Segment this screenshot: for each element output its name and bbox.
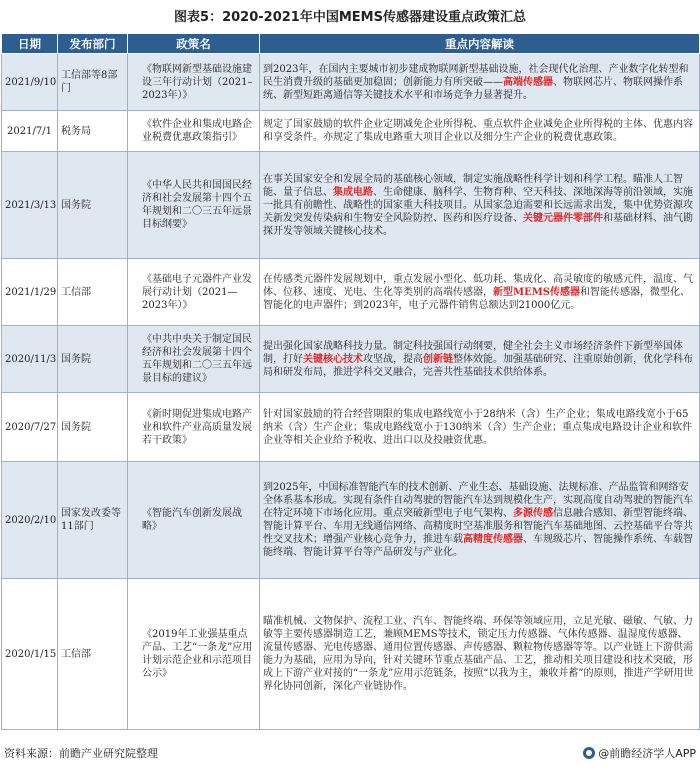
- content-text: 信息融合感知、新型智能终端、智能计算平台、车用无线通信网络、高精度时空基准服务和智能汽车基础地图、云控基础平台等共性交叉技术；增强产业核心竞争力，推进车载: [263, 508, 693, 545]
- table-row: [2, 579, 700, 730]
- row-content: [260, 579, 700, 730]
- header-dept: 发布部门: [58, 34, 128, 54]
- row-dept: 国务院: [58, 326, 128, 393]
- row-dept: 国务院: [58, 152, 128, 259]
- row-policy-name: 《物联网新型基础设施建设三年行动计划（2021–2023年）》: [128, 54, 260, 111]
- row-date: 2021/7/1: [2, 111, 58, 152]
- highlight-text: 集成电路: [333, 186, 373, 198]
- row-content: [260, 326, 700, 393]
- row-policy-name: 《基础电子元器件产业发展行动计划（2021—2023年）》: [128, 259, 260, 326]
- row-content: [260, 111, 700, 152]
- content-text: 到2025年，中国标准智能汽车的技术创新、产业生态、基础设施、法规标准、产品监管和网络安全体系基本形成。实现有条件自动驾驶的智能汽车达到规模化生产，实现高度自动驾驶的智能汽车在特定环境下市场化应用。重点突破新型电子电气架构、: [263, 482, 693, 519]
- content-text: 针对国家鼓励的符合经营期限的集成电路线宽小于28纳米（含）生产企业；集成电路线宽小于65纳米（含）生产企业；集成电路线宽小于130纳米（含）生产企业；重点集成电路设计企业和软件企业等相关企业给予税收、进出口以及投融资优惠。: [263, 408, 693, 446]
- content-text: 整体效能。加强基础研究、注重原始创新，优化学科布局和研发布局，推进学科交叉融合，完善共性基础技术供给体系。: [263, 353, 693, 378]
- table-row: [2, 462, 700, 579]
- row-dept: 税务局: [58, 111, 128, 152]
- content-text: 提出强化国家战略科技力量。制定科技强国行动纲要，健全社会主义市场经济条件下新型举国体制，打好: [263, 340, 683, 365]
- highlight-text: 多源传感: [513, 508, 553, 519]
- source-note: 资料来源：前瞻产业研究院整理: [4, 747, 158, 760]
- brand-logo-icon: [583, 747, 595, 759]
- table-row: [2, 393, 700, 462]
- row-policy-name: 《中共中央关于制定国民经济和社会发展第十四个五年规划和二〇三五年远景目标的建议》: [128, 326, 260, 393]
- row-policy-name: 《2019年工业强基重点产品、工艺“一条龙”应用计划示范企业和示范项目公示》: [128, 579, 260, 730]
- content-text: 在事关国家安全和发展全局的基础核心领域，制定实施战略性科学计划和科学工程。瞄准人工智能、量子信息、: [263, 173, 683, 198]
- row-dept: 工信部等8部门: [58, 54, 128, 111]
- row-date: 2021/3/13: [2, 152, 58, 259]
- content-text: 、生命健康、脑科学、生物育种、空天科技、深地深海等前沿领域，实施一批具有前瞻性、战略性的国家重大科技项目。从国家急迫需要和长远需求出发，集中优势资源攻关新发突发传染病和生物安全风险防控、医药和医疗设备、: [263, 186, 693, 224]
- highlight-text: 关键元器件零部件: [523, 212, 603, 224]
- highlight-text: 关键核心技术: [303, 353, 363, 365]
- content-text: 规定了国家鼓励的软件企业定期减免企业所得税、重点软件企业减免企业所得税的主体、优惠内容和享受条件。亦规定了集成电路重大项目企业以及细分生产企业的税费优惠政策。: [263, 119, 693, 143]
- content-text: 、物联网芯片、物联网操作系统、新型短距离通信等关键技术水平和市场竞争力显著提升。: [263, 76, 683, 101]
- row-policy-name: 《中华人民共和国国民经济和社会发展第十四个五年规划和二〇三五年远景目标纲要》: [128, 152, 260, 259]
- row-content: [260, 393, 700, 462]
- table-body: [2, 54, 700, 730]
- row-dept: 国务院: [58, 393, 128, 462]
- header-policy: 政策名: [128, 34, 260, 54]
- row-policy-name: 《新时期促进集成电路产业和软件产业高质量发展若干政策》: [128, 393, 260, 462]
- header-date: 日期: [2, 34, 58, 54]
- content-text: 瞄准机械、文物保护、流程工业、汽车、智能终端、环保等领域应用，立足光敏、磁敏、气敏、力敏等主要传感器制造工艺，兼顾MEMS等技术，锁定压力传感器、气体传感器、温湿度传感器、流量传感器、光电传感器、通用位置传感器、声传感器、颗粒物传感器等等。以产业链上下游供需能力为基础，应用为导向，针对关键环节重点基础产品、工艺，推动相关项目建设和技术突破，形成上下游产业对接的“一条龙”应用示范链条，按照“以我为主，兼收并蓄”的原则，推进产学研用世界化协同创新，深化产业链协作。: [263, 616, 694, 692]
- row-dept: 工信部: [58, 259, 128, 326]
- content-text: 攻坚战，提高: [363, 353, 423, 365]
- row-date: 2021/9/10: [2, 54, 58, 111]
- table-row: [2, 326, 700, 393]
- highlight-text: 高端传感器: [503, 76, 553, 88]
- row-date: 2020/7/27: [2, 393, 58, 462]
- content-text: 到2023年，在国内主要城市初步建成物联网新型基础设施，社会现代化治理、产业数字化转型和民生消费升级的基础更加稳固；创新能力有所突破——: [263, 63, 689, 88]
- row-content: [260, 462, 700, 579]
- row-content: [260, 259, 700, 326]
- brand-text: @前瞻经济学人APP: [598, 747, 696, 760]
- row-date: 2020/11/3: [2, 326, 58, 393]
- content-text: 和智能传感器，微型化、智能化的电声器件；到2023年，电子元器件销售总额达到21000亿元。: [263, 286, 690, 311]
- row-date: 2021/1/29: [2, 259, 58, 326]
- highlight-text: 新型MEMS传感器: [493, 286, 580, 298]
- row-dept: 国家发改委等11部门: [58, 462, 128, 579]
- highlight-text: 创新链: [423, 353, 453, 365]
- row-date: 2020/2/10: [2, 462, 58, 579]
- content-text: 、车规级芯片、智能操作系统、车载智能终端、智能计算平台等产品研发与产业化。: [263, 534, 693, 558]
- table-row: [2, 111, 700, 152]
- table-row: [2, 54, 700, 111]
- page-title: 图表5：2020-2021年中国MEMS传感器建设重点政策汇总: [174, 10, 526, 25]
- table-row: [2, 259, 700, 326]
- row-content: [260, 54, 700, 111]
- content-text: 和基础材料、油气勘探开发等领域关键核心技术。: [263, 212, 693, 237]
- policy-table: [1, 33, 700, 730]
- table-row: [2, 152, 700, 259]
- content-text: 在传感类元器件发展规划中，重点发展小型化、低功耗、集成化、高灵敏度的敏感元件，温度、气体、位移、速度、光电、生化等类别的高端传感器，: [263, 273, 693, 298]
- header-content: 重点内容解读: [260, 34, 700, 54]
- table-header-row: [2, 34, 700, 54]
- brand-credit: [583, 745, 696, 761]
- row-content: [260, 152, 700, 259]
- row-dept: 工信部: [58, 579, 128, 730]
- row-policy-name: 《软件企业和集成电路企业税费优惠政策指引》: [128, 111, 260, 152]
- row-date: 2020/1/15: [2, 579, 58, 730]
- highlight-text: 高精度传感器: [463, 534, 523, 545]
- row-policy-name: 《智能汽车创新发展战略》: [128, 462, 260, 579]
